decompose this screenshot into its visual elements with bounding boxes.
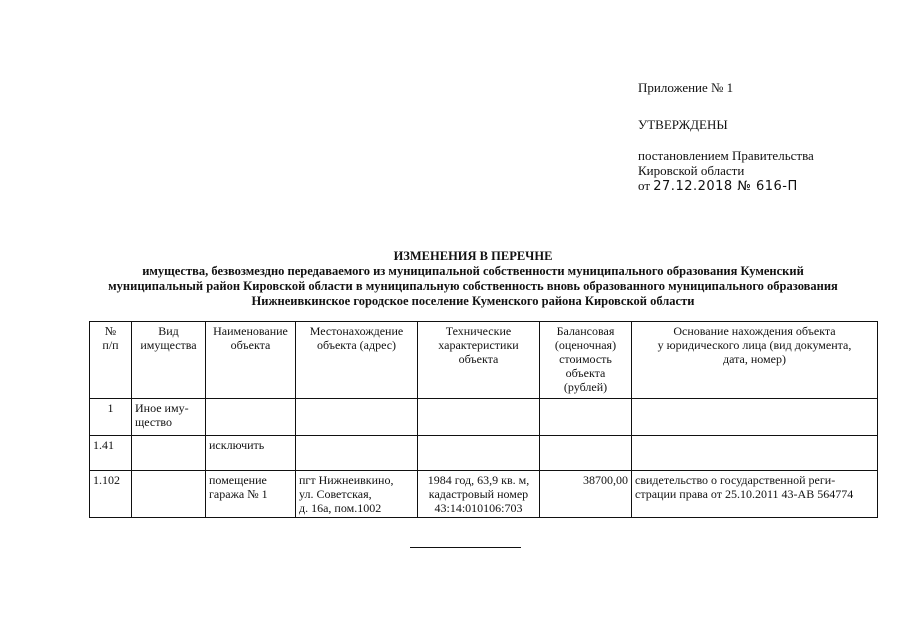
cell-basis-line: страции права от 25.10.2011 43-АВ 564774 bbox=[635, 487, 854, 501]
header-location-line: объекта (адрес) bbox=[316, 338, 397, 352]
cell-basis bbox=[632, 471, 878, 518]
cell-basis-line: свидетельство о государственной реги- bbox=[635, 473, 836, 487]
cell-location bbox=[296, 471, 418, 518]
header-basis-line: у юридического лица (вид документа, bbox=[657, 338, 852, 352]
cell-location bbox=[296, 436, 418, 471]
header-cost-line: объекта bbox=[565, 366, 606, 380]
header-basis-line: Основание нахождения объекта bbox=[673, 324, 836, 338]
header-num-line: № bbox=[104, 324, 117, 338]
header-basis-line: дата, номер) bbox=[723, 352, 786, 366]
cell-num: 1 bbox=[90, 399, 132, 436]
header-tech-line: объекта bbox=[458, 352, 499, 366]
header-tech-line: характеристики bbox=[438, 338, 519, 352]
cell-name bbox=[206, 436, 296, 471]
cell-cost: 38700,00 bbox=[540, 471, 632, 518]
cell-name-line: исключить bbox=[209, 438, 265, 452]
property-changes-table bbox=[89, 321, 878, 518]
cell-type bbox=[132, 399, 206, 436]
cell-cost bbox=[540, 436, 632, 471]
document-title: ИЗМЕНЕНИЯ В ПЕРЕЧНЕ bbox=[393, 249, 553, 263]
header-cost-line: стоимость bbox=[559, 352, 612, 366]
decree-line-1: постановлением Правительства bbox=[638, 148, 814, 163]
decree-line-3 bbox=[638, 178, 798, 195]
header-type bbox=[132, 322, 206, 399]
cell-tech-line: 1984 год, 63,9 кв. м, bbox=[427, 473, 530, 487]
end-divider-line bbox=[410, 547, 521, 548]
cell-basis bbox=[632, 436, 878, 471]
cell-num: 1.41 bbox=[90, 436, 132, 471]
header-name bbox=[206, 322, 296, 399]
appendix-number: Приложение № 1 bbox=[638, 80, 734, 95]
header-cost-line: Балансовая bbox=[556, 324, 615, 338]
cell-name bbox=[206, 471, 296, 518]
header-num-line: п/п bbox=[102, 338, 119, 352]
header-type-line: Вид bbox=[158, 324, 179, 338]
table-row bbox=[90, 436, 878, 471]
header-name-line: объекта bbox=[230, 338, 271, 352]
cell-location-line: ул. Советская, bbox=[299, 487, 372, 501]
cell-location-line: пгт Нижнеивкино, bbox=[299, 473, 394, 487]
cell-type bbox=[132, 471, 206, 518]
cell-name-line: помещение bbox=[209, 473, 267, 487]
header-cost-line: (рублей) bbox=[563, 380, 608, 394]
cell-location bbox=[296, 399, 418, 436]
header-location bbox=[296, 322, 418, 399]
cell-tech bbox=[418, 436, 540, 471]
header-name-line: Наименование bbox=[213, 324, 288, 338]
cell-basis bbox=[632, 399, 878, 436]
header-location-line: Местонахождение bbox=[309, 324, 404, 338]
cell-name bbox=[206, 399, 296, 436]
cell-tech bbox=[418, 399, 540, 436]
cell-name-line: гаража № 1 bbox=[209, 487, 268, 501]
cell-cost bbox=[540, 399, 632, 436]
decree-prefix: от bbox=[638, 178, 651, 193]
header-basis bbox=[632, 322, 878, 399]
cell-location-line: д. 16а, пом.1002 bbox=[299, 501, 382, 515]
cell-type bbox=[132, 436, 206, 471]
subtitle-line-1: имущества, безвозмездно передаваемого из муниципальной собственности муниципального образования Куменский bbox=[142, 264, 804, 278]
cell-tech-line: 43:14:010106:703 bbox=[434, 501, 523, 515]
table-row bbox=[90, 399, 878, 436]
header-cost-line: (оценочная) bbox=[554, 338, 617, 352]
table-row bbox=[90, 471, 878, 518]
table-header-row bbox=[90, 322, 878, 399]
decree-handwritten-date-number: 27.12.2018 № 616-П bbox=[653, 179, 798, 194]
cell-tech-line: кадастровый номер bbox=[428, 487, 529, 501]
header-tech-line: Технические bbox=[445, 324, 512, 338]
subtitle-line-2: муниципальный район Кировской области в муниципальную собственность вновь образованного муниципального образования bbox=[108, 279, 838, 293]
header-cost bbox=[540, 322, 632, 399]
approved-label: УТВЕРЖДЕНЫ bbox=[638, 117, 728, 132]
cell-num: 1.102 bbox=[90, 471, 132, 518]
cell-tech bbox=[418, 471, 540, 518]
header-num bbox=[90, 322, 132, 399]
cell-type-line: Иное иму- bbox=[135, 401, 189, 415]
decree-line-2: Кировской области bbox=[638, 163, 745, 178]
subtitle-line-3: Нижнеивкинское городское поселение Куменского района Кировской области bbox=[251, 294, 695, 308]
header-type-line: имущества bbox=[140, 338, 197, 352]
cell-type-line: щество bbox=[135, 415, 173, 429]
header-tech bbox=[418, 322, 540, 399]
